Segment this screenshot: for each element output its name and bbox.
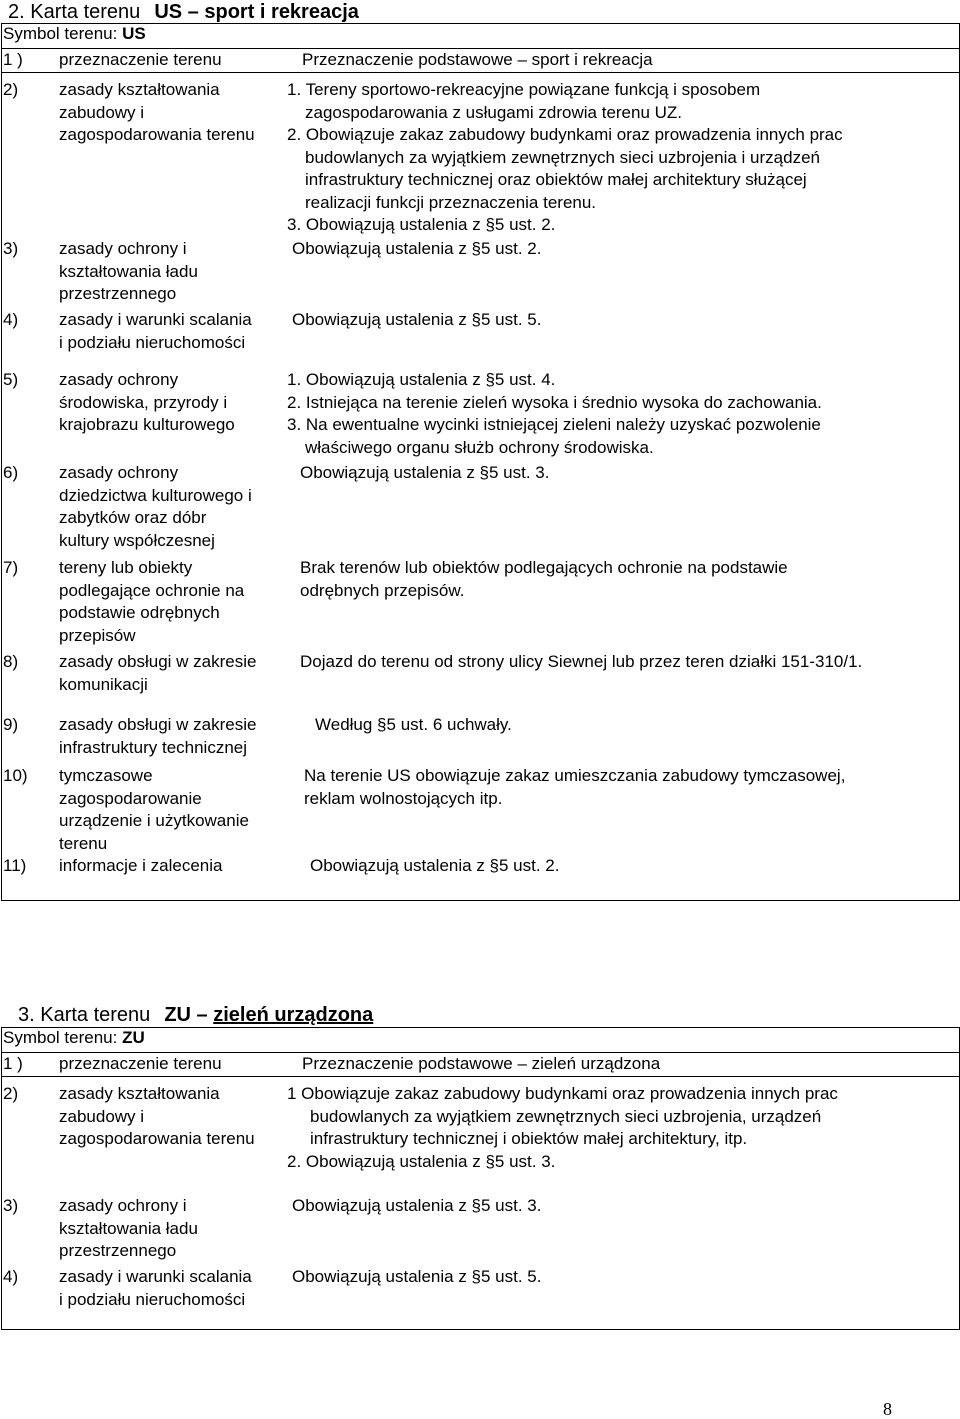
row-label xyxy=(3,238,187,260)
row-content-line: 2. Obowiązuje zakaz zabudowy budynkami oraz prowadzenia innych prac xyxy=(287,125,843,144)
row-label-text: przeznaczenie terenu xyxy=(59,50,222,69)
row-label xyxy=(3,765,153,787)
row-label xyxy=(3,1106,144,1128)
row-label-text: tereny lub obiekty xyxy=(59,558,193,577)
row-label-text: zasady kształtowania xyxy=(59,1084,220,1103)
row-label xyxy=(3,651,256,673)
row-label-text: zagospodarowania terenu xyxy=(59,1129,255,1148)
row-label xyxy=(3,1128,255,1150)
row-content-line: Obowiązują ustalenia z §5 ust. 5. xyxy=(292,1267,542,1286)
row-label xyxy=(3,124,255,146)
row-label xyxy=(3,49,222,71)
row-label xyxy=(3,1083,220,1105)
card-table-us xyxy=(1,23,960,901)
row-label xyxy=(3,507,206,529)
row-number: 5) xyxy=(3,370,19,389)
symbol-value: ZU xyxy=(122,1028,145,1047)
row-label xyxy=(3,810,249,832)
row-label-text: środowiska, przyrody i xyxy=(59,392,228,412)
heading-code: ZU – zieleń urządzona xyxy=(164,1004,374,1026)
row-label xyxy=(3,79,220,101)
card-table-zu xyxy=(1,1027,960,1330)
row-label-text: przepisów xyxy=(59,625,136,645)
row-content-line: Na terenie US obowiązuje zakaz umieszczania zabudowy tymczasowej, xyxy=(304,766,846,785)
row-label-text: przeznaczenie terenu xyxy=(59,1054,222,1073)
row-number: 10) xyxy=(3,766,28,785)
row-content-line: 2. Obowiązują ustalenia z §5 ust. 3. xyxy=(287,1151,556,1171)
row-label xyxy=(3,1053,222,1075)
row-label xyxy=(3,855,222,877)
row-content-line: Obowiązują ustalenia z §5 ust. 2. xyxy=(310,856,560,875)
row-content-line: Obowiązują ustalenia z §5 ust. 3. xyxy=(292,1196,542,1215)
row-label xyxy=(3,833,107,855)
row-number: 3) xyxy=(3,1196,19,1215)
row-number: 4) xyxy=(3,1267,19,1286)
row-content-line: właściwego organu służb ochrony środowiska. xyxy=(305,437,654,457)
row-label xyxy=(3,369,178,391)
row-content-line: Według §5 ust. 6 uchwały. xyxy=(315,715,512,734)
row-label xyxy=(3,1195,187,1217)
row-label-text: kultury współczesnej xyxy=(59,530,215,550)
row-label-text: zasady kształtowania xyxy=(59,80,220,99)
row-number: 2) xyxy=(3,1084,19,1103)
row-label-text: zasady ochrony xyxy=(59,370,179,389)
row-label xyxy=(3,1218,198,1240)
row-label-text: zasady obsługi w zakresie xyxy=(59,715,257,734)
row-label-text: terenu xyxy=(59,833,108,853)
row-label-text: przestrzennego xyxy=(59,284,177,303)
row-number: 11) xyxy=(3,856,27,875)
row-number: 4) xyxy=(3,310,19,329)
row-label xyxy=(3,102,144,124)
row-label xyxy=(3,557,192,579)
row-label-text: komunikacji xyxy=(59,674,148,694)
row-content-line: infrastruktury technicznej oraz obiektów małej architektury służącej xyxy=(305,170,807,189)
row-content-line: reklam wolnostojących itp. xyxy=(304,788,503,808)
row-number: 7) xyxy=(3,558,19,577)
row-content-line: Obowiązują ustalenia z §5 ust. 5. xyxy=(292,310,542,329)
row-label-text: zabudowy i xyxy=(59,1106,145,1126)
row-content-line: Przeznaczenie podstawowe – sport i rekreacja xyxy=(302,50,653,69)
section-heading-us xyxy=(8,0,359,24)
row-label-text: dziedzictwa kulturowego i xyxy=(59,485,252,505)
row-label-text: kształtowania ładu xyxy=(59,1218,198,1238)
row-label-text: zabytków oraz dóbr xyxy=(59,508,207,527)
row-content-line: Przeznaczenie podstawowe – zieleń urządzona xyxy=(302,1054,661,1073)
row-label-text: urządzenie i użytkowanie xyxy=(59,811,249,830)
row-label-text: przestrzennego xyxy=(59,1241,177,1260)
page-number: 8 xyxy=(883,1399,892,1419)
row-label-text: zasady i warunki scalania xyxy=(59,310,252,329)
row-label-text: podlegające ochronie na xyxy=(59,580,245,600)
row-label xyxy=(3,414,235,436)
row-label-text: zasady obsługi w zakresie xyxy=(59,652,257,671)
row-content-line: Obowiązują ustalenia z §5 ust. 2. xyxy=(292,239,542,258)
row-label-text: kształtowania ładu xyxy=(59,261,198,281)
row-label-text: zagospodarowania terenu xyxy=(59,125,255,144)
row-number: 1 ) xyxy=(3,1054,23,1073)
row-label xyxy=(3,485,252,507)
symbol-line xyxy=(3,23,146,45)
row-label xyxy=(3,283,176,305)
row-content-line: Dojazd do terenu od strony ulicy Siewnej lub przez teren działki 151-310/1. xyxy=(300,652,863,671)
row-number: 3) xyxy=(3,239,19,258)
row-label xyxy=(3,602,220,624)
symbol-label: Symbol terenu: xyxy=(3,1028,118,1047)
row-label xyxy=(3,309,252,331)
row-label-text: zasady ochrony i xyxy=(59,1196,187,1215)
row-label xyxy=(3,1266,252,1288)
row-label xyxy=(3,625,136,647)
symbol-value: US xyxy=(122,24,146,43)
divider xyxy=(2,1076,959,1077)
row-content-line: 1. Tereny sportowo-rekreacyjne powiązane funkcją i sposobem xyxy=(287,80,761,99)
row-label xyxy=(3,530,215,552)
row-label xyxy=(3,788,202,810)
symbol-line xyxy=(3,1027,145,1049)
symbol-label: Symbol terenu: xyxy=(3,24,118,43)
row-label xyxy=(3,462,178,484)
row-label-text: zasady ochrony xyxy=(59,463,179,482)
row-label-text: krajobrazu kulturowego xyxy=(59,415,235,434)
row-label-text: zabudowy i xyxy=(59,102,145,122)
row-label-text: podstawie odrębnych xyxy=(59,603,220,622)
row-content-line: budowlanych za wyjątkiem zewnętrznych sieci uzbrojenia i urządzeń xyxy=(305,147,820,167)
row-content-line: 3. Obowiązują ustalenia z §5 ust. 2. xyxy=(287,215,556,234)
heading-prefix: 3. Karta terenu xyxy=(18,1004,151,1026)
row-label xyxy=(3,674,148,696)
row-label-text: infrastruktury technicznej xyxy=(59,737,248,757)
row-number: 6) xyxy=(3,463,19,482)
row-content-line: 1. Obowiązują ustalenia z §5 ust. 4. xyxy=(287,370,556,389)
row-number: 9) xyxy=(3,715,19,734)
row-label-text: tymczasowe xyxy=(59,766,153,785)
row-label-text: zasady i warunki scalania xyxy=(59,1267,252,1286)
divider xyxy=(2,72,959,73)
row-number: 1 ) xyxy=(3,50,23,69)
row-content-line: budowlanych za wyjątkiem zewnętrznych sieci uzbrojenia, urządzeń xyxy=(310,1106,822,1126)
heading-code: US – sport i rekreacja xyxy=(154,1,359,23)
row-number: 8) xyxy=(3,652,19,671)
row-label-text: i podziału nieruchomości xyxy=(59,332,246,352)
row-label xyxy=(3,332,245,354)
row-content-line: odrębnych przepisów. xyxy=(300,580,465,600)
row-content-line: Obowiązują ustalenia z §5 ust. 3. xyxy=(300,463,550,482)
heading-prefix: 2. Karta terenu xyxy=(8,1,141,23)
row-label xyxy=(3,714,256,736)
section-heading-zu xyxy=(18,1003,373,1027)
row-content-line: 2. Istniejąca na terenie zieleń wysoka i średnio wysoka do zachowania. xyxy=(287,392,822,412)
row-label-text: informacje i zalecenia xyxy=(59,856,223,875)
row-label xyxy=(3,261,198,283)
row-label-text: zasady ochrony i xyxy=(59,239,187,258)
row-content-line: realizacji funkcji przeznaczenia terenu. xyxy=(305,192,597,212)
row-content-line: 3. Na ewentualne wycinki istniejącej zieleni należy uzyskać pozwolenie xyxy=(287,415,821,434)
row-label xyxy=(3,580,244,602)
row-number: 2) xyxy=(3,80,19,99)
row-label xyxy=(3,392,227,414)
row-label xyxy=(3,1240,176,1262)
row-label-text: zagospodarowanie xyxy=(59,788,202,808)
row-content-line: infrastruktury technicznej i obiektów małej architektury, itp. xyxy=(310,1129,748,1148)
row-label xyxy=(3,737,247,759)
row-content-line: 1 Obowiązuje zakaz zabudowy budynkami oraz prowadzenia innych prac xyxy=(287,1084,838,1103)
row-label xyxy=(3,1289,245,1311)
row-content-line: zagospodarowania z usługami zdrowia terenu UZ. xyxy=(305,102,683,122)
row-label-text: i podziału nieruchomości xyxy=(59,1289,246,1309)
row-content-line: Brak terenów lub obiektów podlegających ochronie na podstawie xyxy=(300,558,788,577)
